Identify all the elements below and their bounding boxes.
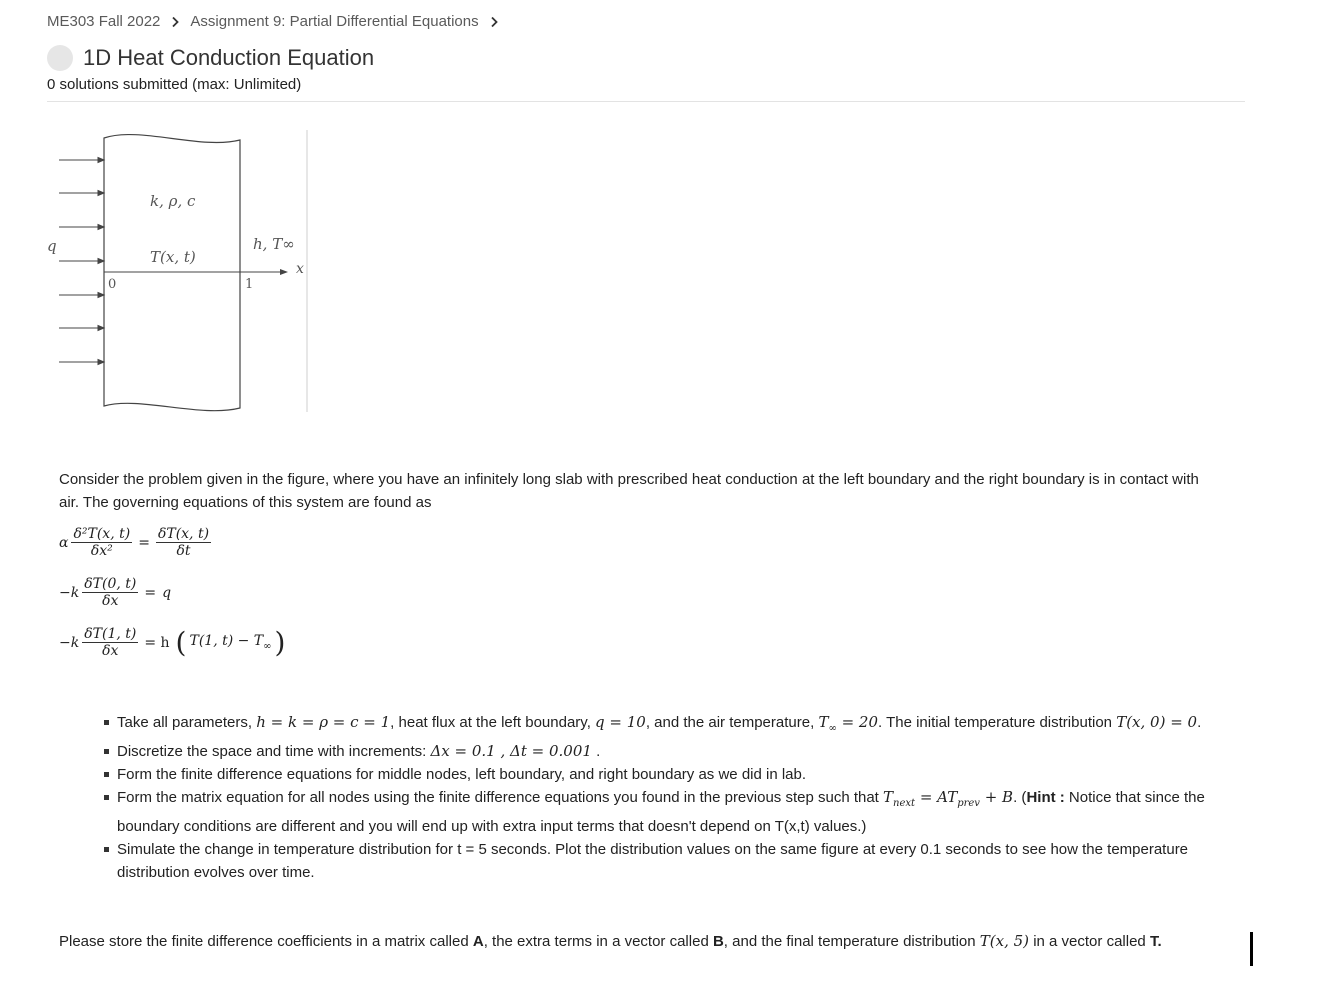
hint-label: Hint : — [1026, 789, 1065, 806]
b2-text-2: . — [591, 743, 601, 760]
intro-paragraph — [59, 468, 1249, 514]
eq3-rhs — [189, 633, 271, 652]
eq3-lhs-den: δx — [102, 643, 119, 659]
vector-b-name: B — [712, 933, 724, 950]
eq1-lhs-den: δx² — [90, 543, 113, 559]
header-divider — [47, 101, 1245, 102]
breadcrumb-course[interactable]: ME303 Fall 2022 — [47, 13, 161, 30]
page-title: 1D Heat Conduction Equation — [83, 45, 375, 70]
title-row — [47, 45, 374, 71]
eq3-coef: −k — [59, 634, 80, 651]
eq1-lhs-fraction — [71, 526, 132, 559]
vector-t-name: T. — [1149, 933, 1162, 950]
material-label: k, ρ, c — [150, 192, 196, 210]
eq1-lhs-num: δ²T(x, t) — [73, 526, 131, 542]
eq1-rhs-den: δt — [176, 543, 191, 559]
eq2-lhs-den: δx — [102, 593, 119, 609]
chevron-right-icon — [488, 16, 500, 28]
end-tick-label: 1 — [245, 277, 254, 292]
intro-line-1: Consider the problem given in the figure, where you have an infinitely long slab with prescribed heat conduction at the left boundary and the right boundary is in contact with — [59, 471, 1199, 488]
footer-text-2: , the extra terms in a vector called — [483, 933, 713, 950]
eq2-coef: −k — [59, 584, 80, 601]
b1-math-1: h = k = ρ = c = 1 — [256, 713, 391, 731]
text-cursor — [1250, 932, 1253, 966]
submission-count: 0 solutions submitted (max: Unlimited) — [47, 76, 302, 93]
breadcrumb-assignment[interactable]: Assignment 9: Partial Differential Equations — [190, 13, 479, 30]
footer-text-4: in a vector called — [1029, 933, 1150, 950]
breadcrumb — [47, 13, 509, 30]
list-item: Simulate the change in temperature distribution for t = 5 seconds. Plot the distribution values on the same figure at every 0.1 seconds to see how the temperature distribution evolves over time. — [100, 838, 1248, 884]
list-item — [100, 740, 1248, 763]
q-label: q — [47, 237, 57, 255]
eq2-rhs: q — [162, 584, 172, 601]
slab-diagram — [40, 120, 320, 420]
b4-math-1-sub: next — [893, 798, 916, 809]
eq1-equals: = — [138, 534, 150, 551]
b4-math-2-sub: prev — [957, 798, 980, 809]
left-paren: ( — [175, 625, 187, 659]
right-paren: ) — [274, 625, 286, 659]
equation-heat — [59, 526, 211, 559]
heat-flux-arrows — [59, 158, 104, 365]
b1-math-4: T(x, 0) = 0 — [1116, 713, 1198, 731]
eq2-equals: = — [144, 584, 157, 601]
b4-math-1: T — [883, 788, 894, 806]
axis-x-label: x — [296, 261, 304, 277]
b4-math-2: = AT — [915, 788, 958, 806]
eq3-rhs-text: T(1, t) − T — [189, 633, 264, 650]
equation-left-boundary — [59, 576, 171, 609]
b4-text-3: Notice that since the boundary conditions are different and you will end up with extra input terms that doesn't depend on T(x,t) values.) — [117, 789, 1205, 835]
eq3-lhs-fraction — [82, 626, 138, 659]
origin-tick-label: 0 — [108, 277, 117, 292]
b4-math-3: + B — [979, 788, 1014, 806]
b1-math-3-sub: ∞ — [828, 723, 837, 734]
b1-text-5: . — [1197, 714, 1202, 731]
instruction-list — [100, 711, 1248, 884]
b1-text-4: . The initial temperature distribution — [878, 714, 1117, 731]
b1-math-3b: = 20 — [836, 713, 878, 731]
status-indicator-icon — [47, 45, 73, 71]
x-axis-arrow-icon — [280, 269, 288, 275]
eq1-rhs-num: δT(x, t) — [157, 526, 210, 542]
eq3-lhs-num: δT(1, t) — [84, 626, 137, 642]
list-item — [100, 711, 1248, 740]
b4-text-1: Form the matrix equation for all nodes using the finite difference equations you found in the previous step such that — [117, 789, 884, 806]
b2-text-1: Discretize the space and time with increments: — [117, 743, 431, 760]
eq1-rhs-fraction — [156, 526, 211, 559]
storage-instructions — [59, 930, 1249, 953]
slab-outline — [104, 135, 240, 411]
eq3-rhs-sub: ∞ — [263, 640, 272, 652]
b4-text-2: . ( — [1013, 789, 1027, 806]
b1-math-3: T — [818, 713, 829, 731]
eq2-lhs-num: δT(0, t) — [84, 576, 137, 592]
matrix-a-name: A — [472, 933, 484, 950]
chevron-right-icon — [169, 16, 181, 28]
eq3-equals: = h — [144, 634, 170, 651]
b1-text-2: , heat flux at the left boundary, — [390, 714, 596, 731]
eq2-lhs-fraction — [82, 576, 138, 609]
eq1-coef: α — [59, 534, 69, 551]
convection-label: h, T∞ — [253, 235, 295, 253]
b1-math-2: q = 10 — [595, 713, 646, 731]
footer-text-3: , and the final temperature distribution — [723, 933, 980, 950]
list-item: Form the finite difference equations for middle nodes, left boundary, and right boundary as we did in lab. — [100, 763, 1248, 786]
footer-text-1: Please store the finite difference coefficients in a matrix called — [59, 933, 473, 950]
b1-text-3: , and the air temperature, — [645, 714, 819, 731]
b2-math-1: Δx = 0.1 , Δt = 0.001 — [430, 742, 592, 760]
temperature-label: T(x, t) — [150, 248, 196, 266]
b1-text-1: Take all parameters, — [117, 714, 257, 731]
footer-math: T(x, 5) — [979, 932, 1030, 950]
list-item — [100, 786, 1248, 838]
intro-line-2: air. The governing equations of this system are found as — [59, 494, 432, 511]
equation-right-boundary — [59, 626, 285, 659]
